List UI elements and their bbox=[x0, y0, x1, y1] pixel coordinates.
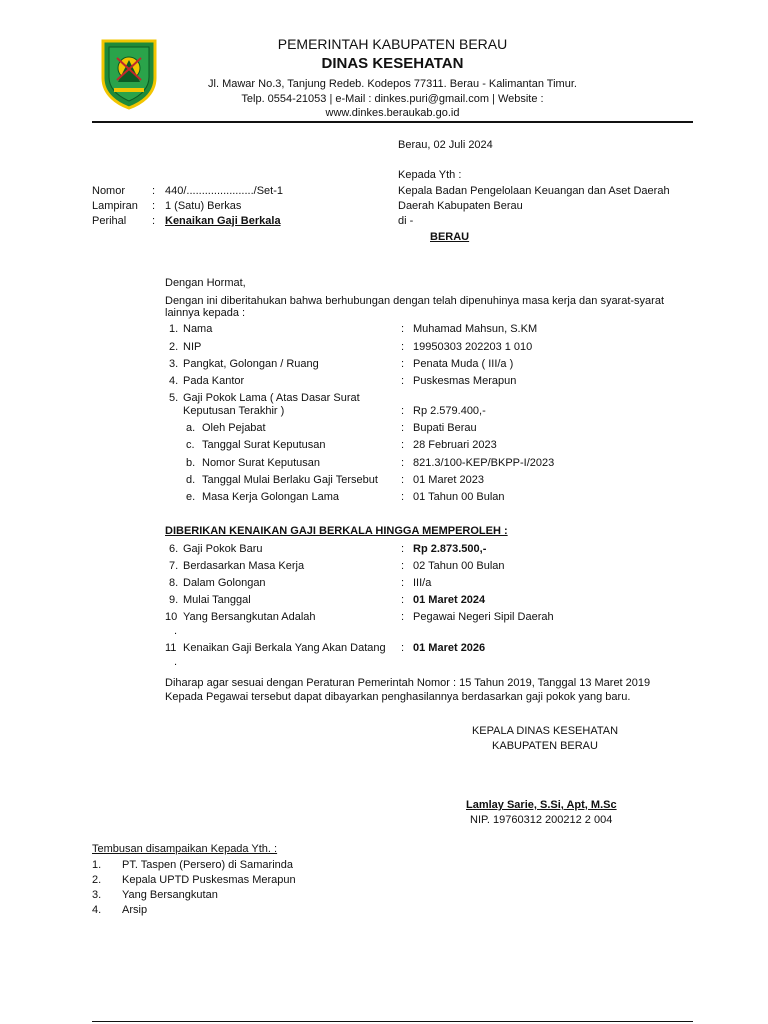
detail-number: 2. bbox=[169, 341, 179, 353]
footer-rule bbox=[92, 1021, 693, 1022]
cc-number: 2. bbox=[92, 874, 102, 886]
meta-label: Lampiran bbox=[92, 200, 138, 212]
detail-number: 10 bbox=[165, 611, 178, 623]
subdetail-label: Oleh Pejabat bbox=[202, 422, 266, 434]
detail-colon: : bbox=[401, 457, 405, 469]
cc-item: Arsip bbox=[122, 904, 148, 916]
cc-item: Yang Bersangkutan bbox=[122, 889, 218, 901]
subdetail-label: Masa Kerja Golongan Lama bbox=[202, 491, 339, 503]
subdetail-letter: c. bbox=[186, 439, 195, 451]
detail-number: 7. bbox=[169, 560, 179, 572]
recipient-city: BERAU bbox=[430, 231, 470, 243]
detail-label: Berdasarkan Masa Kerja bbox=[183, 560, 305, 572]
meta-colon: : bbox=[152, 200, 156, 212]
detail-number: 8. bbox=[169, 577, 179, 589]
detail-value: Puskesmas Merapun bbox=[413, 375, 517, 387]
detail-value: 28 Februari 2023 bbox=[413, 439, 497, 451]
detail-number: 3. bbox=[169, 358, 179, 370]
intro-text: Dengan ini diberitahukan bahwa berhubungan dengan telah dipenuhinya masa kerja dan syarat-syarat bbox=[165, 295, 665, 307]
recipient-line: Daerah Kabupaten Berau bbox=[398, 200, 523, 212]
signatory-name: Lamlay Sarie, S.Si, Apt, M.Sc bbox=[466, 799, 617, 811]
letterhead-website: www.dinkes.beraukab.go.id bbox=[325, 107, 460, 119]
cc-item: PT. Taspen (Persero) di Samarinda bbox=[122, 859, 293, 871]
new-salary-heading: DIBERIKAN KENAIKAN GAJI BERKALA HINGGA MEMPEROLEH : bbox=[165, 525, 508, 537]
detail-colon: : bbox=[401, 594, 405, 606]
subdetail-letter: a. bbox=[186, 422, 196, 434]
detail-colon: : bbox=[401, 491, 405, 503]
detail-colon: : bbox=[401, 543, 405, 555]
letterhead-address: Jl. Mawar No.3, Tanjung Redeb. Kodepos 77311. Berau - Kalimantan Timur. bbox=[208, 78, 577, 90]
detail-colon: : bbox=[401, 474, 405, 486]
cc-number: 3. bbox=[92, 889, 102, 901]
detail-value: Rp 2.873.500,- bbox=[413, 543, 487, 555]
detail-value: Rp 2.579.400,- bbox=[413, 405, 486, 417]
detail-value: 01 Maret 2024 bbox=[413, 594, 486, 606]
detail-value: 01 Maret 2026 bbox=[413, 642, 486, 654]
letterhead-contact: Telp. 0554-21053 | e-Mail : dinkes.puri@gmail.com | Website : bbox=[241, 93, 544, 105]
detail-label: Nama bbox=[183, 323, 213, 335]
meta-label: Perihal bbox=[92, 215, 127, 227]
detail-number: 9. bbox=[169, 594, 179, 606]
detail-label: Yang Bersangkutan Adalah bbox=[183, 611, 316, 623]
detail-number-dot: . bbox=[174, 656, 178, 668]
detail-value: Penata Muda ( III/a ) bbox=[413, 358, 514, 370]
detail-value: III/a bbox=[413, 577, 432, 589]
subdetail-letter: b. bbox=[186, 457, 196, 469]
meta-label: Nomor bbox=[92, 185, 126, 197]
detail-colon: : bbox=[401, 422, 405, 434]
detail-value: Bupati Berau bbox=[413, 422, 477, 434]
detail-colon: : bbox=[401, 358, 405, 370]
detail-value: 821.3/100-KEP/BKPP-I/2023 bbox=[413, 457, 555, 469]
detail-value: 01 Maret 2023 bbox=[413, 474, 484, 486]
detail-number: 1. bbox=[169, 323, 179, 335]
detail-label: Dalam Golongan bbox=[183, 577, 266, 589]
meta-value: 1 (Satu) Berkas bbox=[165, 200, 242, 212]
cc-item: Kepala UPTD Puskesmas Merapun bbox=[122, 874, 296, 886]
detail-number: 6. bbox=[169, 543, 179, 555]
letterhead-agency: DINAS KESEHATAN bbox=[321, 55, 464, 72]
meta-subject: Kenaikan Gaji Berkala bbox=[165, 215, 281, 227]
detail-colon: : bbox=[401, 375, 405, 387]
recipient-line: di - bbox=[398, 215, 414, 227]
cc-heading: Tembusan disampaikan Kepada Yth. : bbox=[92, 843, 278, 855]
subdetail-label: Nomor Surat Keputusan bbox=[202, 457, 321, 469]
letter-date: Berau, 02 Juli 2024 bbox=[398, 139, 493, 151]
detail-label: Gaji Pokok Baru bbox=[183, 543, 263, 555]
detail-label: Pangkat, Golongan / Ruang bbox=[183, 358, 319, 370]
detail-number: 11 bbox=[165, 642, 177, 654]
recipient-greeting: Kepada Yth : bbox=[398, 169, 462, 181]
detail-colon: : bbox=[401, 341, 405, 353]
detail-label: Keputusan Terakhir ) bbox=[183, 405, 285, 417]
subdetail-letter: e. bbox=[186, 491, 196, 503]
recipient-line: Kepala Badan Pengelolaan Keuangan dan Aset Daerah bbox=[398, 185, 670, 197]
signatory-title: KEPALA DINAS KESEHATAN bbox=[471, 725, 619, 737]
detail-label: Pada Kantor bbox=[183, 375, 245, 387]
detail-label: Mulai Tanggal bbox=[183, 594, 251, 606]
detail-label: NIP bbox=[183, 341, 202, 353]
cc-number: 4. bbox=[92, 904, 102, 916]
meta-colon: : bbox=[152, 185, 156, 197]
detail-colon: : bbox=[401, 611, 405, 623]
subdetail-label: Tanggal Surat Keputusan bbox=[202, 439, 326, 451]
detail-colon: : bbox=[401, 560, 405, 572]
detail-number: 4. bbox=[169, 375, 179, 387]
detail-colon: : bbox=[401, 577, 405, 589]
meta-value: 440/....................../Set-1 bbox=[165, 185, 283, 197]
detail-colon: : bbox=[401, 405, 405, 417]
meta-colon: : bbox=[152, 215, 156, 227]
detail-colon: : bbox=[401, 642, 405, 654]
detail-value: 02 Tahun 00 Bulan bbox=[413, 560, 505, 572]
kabupaten-berau-logo bbox=[100, 38, 158, 110]
detail-label: Gaji Pokok Lama ( Atas Dasar Surat bbox=[183, 392, 360, 404]
detail-value: 19950303 202203 1 010 bbox=[413, 341, 533, 353]
detail-colon: : bbox=[401, 323, 405, 335]
detail-number-dot: . bbox=[174, 625, 178, 637]
detail-value: Muhamad Mahsun, S.KM bbox=[413, 323, 538, 335]
subdetail-label: Tanggal Mulai Berlaku Gaji Tersebut bbox=[202, 474, 378, 486]
detail-colon: : bbox=[401, 439, 405, 451]
closing-text: Diharap agar sesuai dengan Peraturan Pemerintah Nomor : 15 Tahun 2019, Tanggal 13 Maret 2019 bbox=[165, 677, 651, 689]
detail-value: 01 Tahun 00 Bulan bbox=[413, 491, 505, 503]
detail-label: Kenaikan Gaji Berkala Yang Akan Datang bbox=[183, 642, 386, 654]
signatory-nip: NIP. 19760312 200212 2 004 bbox=[470, 814, 613, 826]
signatory-title: KABUPATEN BERAU bbox=[492, 740, 598, 752]
salutation: Dengan Hormat, bbox=[165, 277, 246, 289]
detail-number: 5. bbox=[169, 392, 179, 404]
letterhead-government: PEMERINTAH KABUPATEN BERAU bbox=[277, 36, 508, 52]
subdetail-letter: d. bbox=[186, 474, 196, 486]
letterhead-rule bbox=[92, 121, 693, 123]
detail-value: Pegawai Negeri Sipil Daerah bbox=[413, 611, 554, 623]
closing-text: Kepada Pegawai tersebut dapat dibayarkan penghasilannya berdasarkan gaji pokok yang baru. bbox=[165, 691, 631, 703]
cc-number: 1. bbox=[92, 859, 102, 871]
intro-text: lainnya kepada : bbox=[165, 307, 246, 319]
